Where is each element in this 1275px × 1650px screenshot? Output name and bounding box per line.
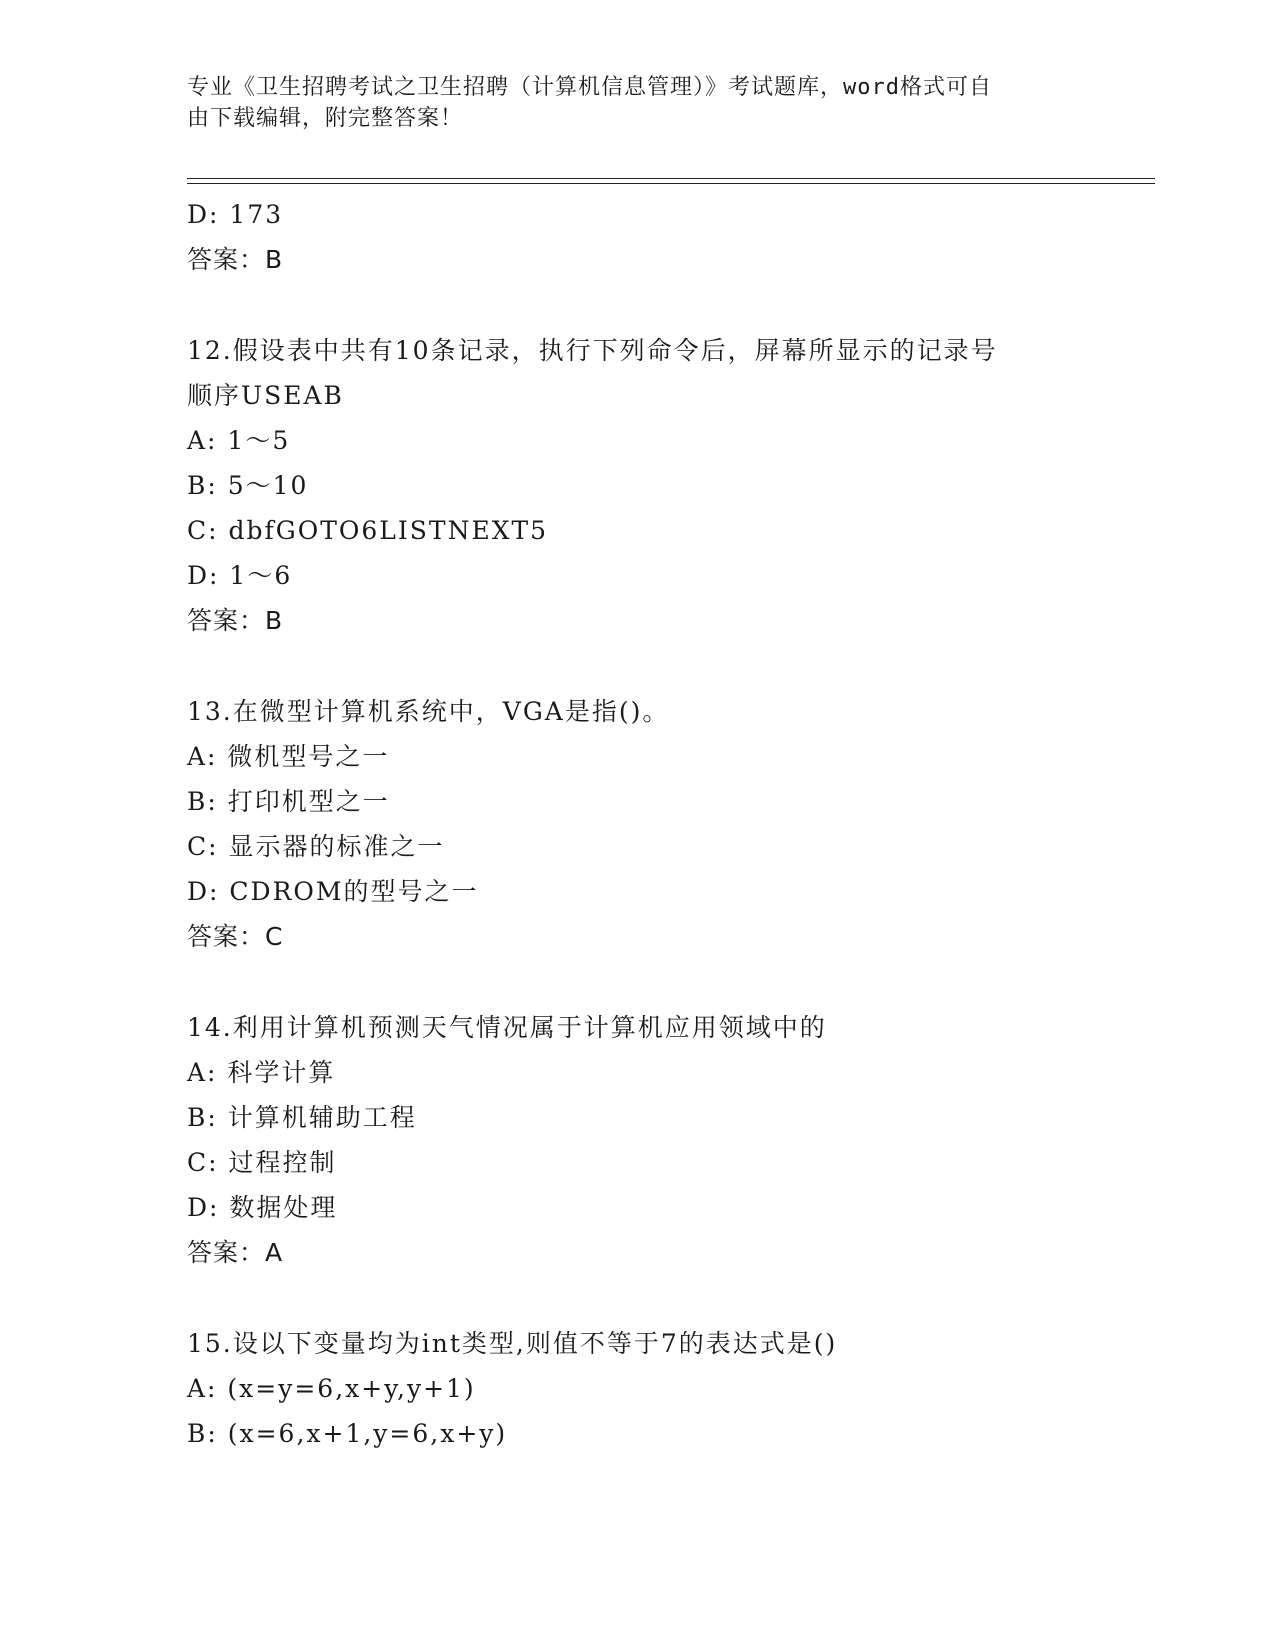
option-d: D: CDROM的型号之一 xyxy=(187,877,479,906)
option-d: D: 1～6 xyxy=(187,561,293,590)
option-a: A: (x=y=6,x+y,y+1) xyxy=(187,1374,476,1403)
header-line-1: 专业《卫生招聘考试之卫生招聘（计算机信息管理）》考试题库，word格式可自 xyxy=(187,75,992,100)
option-d: D: 数据处理 xyxy=(187,1193,338,1222)
question-14 xyxy=(187,1005,1147,1276)
answer: 答案：A xyxy=(187,1238,284,1267)
option-c: C: 显示器的标准之一 xyxy=(187,832,445,861)
option-a: A: 科学计算 xyxy=(187,1058,336,1087)
option-b: B: 打印机型之一 xyxy=(187,787,390,816)
option-b: B: 5～10 xyxy=(187,471,309,500)
question-13 xyxy=(187,689,1147,960)
question-stem: 15.设以下变量均为int类型,则值不等于7的表达式是() xyxy=(187,1329,838,1358)
answer: 答案：B xyxy=(187,606,284,635)
option-d: D: 173 xyxy=(187,200,284,229)
spacer xyxy=(187,644,1147,689)
question-15 xyxy=(187,1321,1147,1456)
option-c: C: dbfGOTO6LISTNEXT5 xyxy=(187,516,549,545)
document-header xyxy=(187,72,1067,134)
header-divider-top xyxy=(187,178,1155,179)
question-stem: 12.假设表中共有10条记录，执行下列命令后，屏幕所显示的记录号 xyxy=(187,336,998,365)
question-stem: 14.利用计算机预测天气情况属于计算机应用领域中的 xyxy=(187,1013,827,1042)
option-a: A: 1～5 xyxy=(187,426,291,455)
spacer xyxy=(187,1276,1147,1321)
option-b: B: 计算机辅助工程 xyxy=(187,1103,417,1132)
spacer xyxy=(187,960,1147,1005)
header-divider-bottom xyxy=(187,183,1155,184)
answer: 答案：C xyxy=(187,922,284,951)
option-a: A: 微机型号之一 xyxy=(187,742,390,771)
question-11 xyxy=(187,192,1147,283)
spacer xyxy=(187,283,1147,328)
question-stem: 13.在微型计算机系统中，VGA是指()。 xyxy=(187,697,670,726)
question-stem-continued: 顺序USEAB xyxy=(187,381,344,410)
answer: 答案：B xyxy=(187,245,284,274)
question-12 xyxy=(187,328,1147,644)
header-line-2: 由下载编辑，附完整答案！ xyxy=(187,106,464,131)
question-list xyxy=(187,192,1147,1456)
option-b: B: (x=6,x+1,y=6,x+y) xyxy=(187,1419,508,1448)
option-c: C: 过程控制 xyxy=(187,1148,337,1177)
